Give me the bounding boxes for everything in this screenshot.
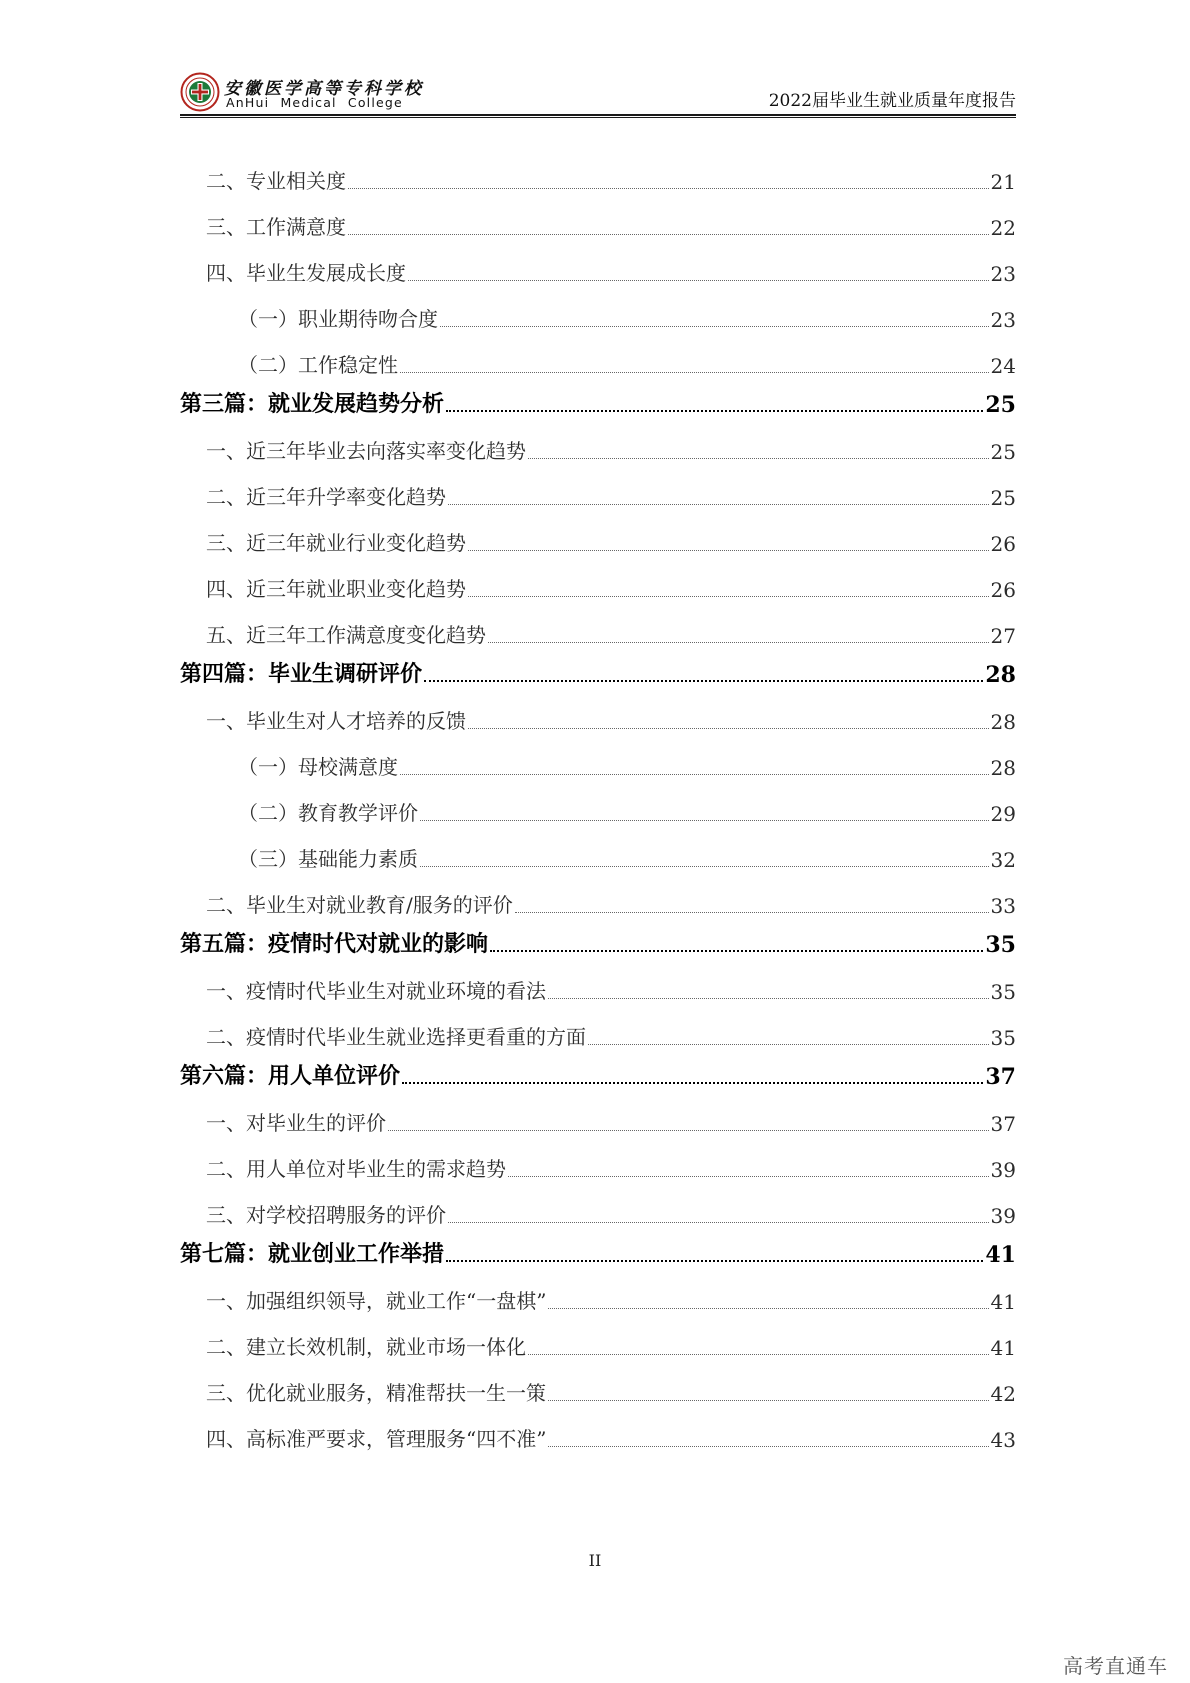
toc-entry-label: 二、用人单位对毕业生的需求趋势	[206, 1157, 506, 1181]
toc-entry-page: 37	[985, 1064, 1016, 1090]
toc-entry-label: 一、毕业生对人才培养的反馈	[206, 709, 466, 733]
toc-entry-page: 28	[990, 756, 1016, 780]
school-name-en: AnHui Medical College	[226, 95, 403, 110]
toc-entry-page: 26	[990, 578, 1016, 602]
toc-entry-page: 27	[990, 624, 1016, 648]
dot-leader	[448, 1222, 989, 1223]
toc-entry-page: 39	[990, 1204, 1016, 1228]
toc-entry-label: 第七篇：就业创业工作举措	[180, 1242, 445, 1267]
watermark: 高考直通车	[1063, 1654, 1168, 1678]
toc-entry[interactable]	[180, 1314, 1016, 1360]
toc-entry-page: 37	[990, 1112, 1016, 1136]
dot-leader	[402, 1082, 983, 1084]
toc-entry-label: 三、工作满意度	[206, 215, 346, 239]
toc-entry[interactable]	[180, 240, 1016, 286]
school-name-cn: 安徽医学高等专科学校	[224, 79, 424, 99]
toc-entry-label: 二、近三年升学率变化趋势	[206, 485, 446, 509]
toc-entry-page: 41	[990, 1336, 1016, 1360]
toc-entry-page: 42	[990, 1382, 1016, 1406]
toc-entry-page: 26	[990, 532, 1016, 556]
toc-entry[interactable]	[180, 1136, 1016, 1182]
toc-entry[interactable]	[180, 418, 1016, 464]
table-of-contents	[180, 148, 1016, 1452]
dot-leader	[420, 866, 989, 867]
dot-leader	[388, 1130, 989, 1131]
toc-part-heading[interactable]	[180, 378, 1016, 418]
toc-entry[interactable]	[180, 148, 1016, 194]
toc-entry[interactable]	[180, 780, 1016, 826]
toc-entry[interactable]	[180, 332, 1016, 378]
dot-leader	[448, 504, 989, 505]
dot-leader	[468, 596, 989, 597]
toc-entry-label: 一、对毕业生的评价	[206, 1111, 386, 1135]
toc-entry-page: 41	[985, 1242, 1016, 1268]
dot-leader	[488, 642, 989, 643]
toc-entry-label: （一）职业期待吻合度	[238, 307, 438, 331]
toc-entry[interactable]	[180, 194, 1016, 240]
toc-entry[interactable]	[180, 464, 1016, 510]
toc-entry-label: 二、建立长效机制，就业市场一体化	[206, 1335, 526, 1359]
report-title: 2022届毕业生就业质量年度报告	[768, 91, 1016, 111]
dot-leader	[348, 234, 989, 235]
toc-entry-label: 一、疫情时代毕业生对就业环境的看法	[206, 979, 546, 1003]
dot-leader	[528, 458, 989, 459]
toc-entry-page: 33	[990, 894, 1016, 918]
toc-entry[interactable]	[180, 510, 1016, 556]
dot-leader	[548, 1308, 988, 1309]
dot-leader	[508, 1176, 989, 1177]
dot-leader	[588, 1044, 989, 1045]
toc-entry-page: 39	[990, 1158, 1016, 1182]
toc-entry-label: （一）母校满意度	[238, 755, 398, 779]
dot-leader	[548, 1446, 988, 1447]
toc-entry-page: 21	[990, 170, 1016, 194]
toc-entry-page: 22	[990, 216, 1016, 240]
toc-part-heading[interactable]	[180, 918, 1016, 958]
toc-entry-page: 25	[990, 486, 1016, 510]
dot-leader	[548, 998, 989, 999]
toc-entry-label: 二、专业相关度	[206, 169, 346, 193]
toc-entry-page: 32	[990, 848, 1016, 872]
page-header	[180, 72, 1016, 114]
dot-leader	[490, 950, 983, 952]
toc-entry-page: 23	[990, 308, 1016, 332]
toc-entry-page: 43	[990, 1428, 1016, 1452]
dot-leader	[468, 550, 989, 551]
toc-entry-label: 五、近三年工作满意度变化趋势	[206, 623, 486, 647]
toc-entry-label: （二）教育教学评价	[238, 801, 418, 825]
toc-entry[interactable]	[180, 286, 1016, 332]
toc-entry-page: 23	[990, 262, 1016, 286]
toc-entry-page: 29	[990, 802, 1016, 826]
toc-entry[interactable]	[180, 734, 1016, 780]
toc-entry[interactable]	[180, 958, 1016, 1004]
dot-leader	[348, 188, 989, 189]
toc-part-heading[interactable]	[180, 648, 1016, 688]
toc-entry-label: 第五篇：疫情时代对就业的影响	[180, 932, 489, 957]
toc-part-heading[interactable]	[180, 1228, 1016, 1268]
toc-entry[interactable]	[180, 602, 1016, 648]
toc-entry-label: 四、毕业生发展成长度	[206, 261, 406, 285]
toc-entry-page: 35	[985, 932, 1016, 958]
dot-leader	[515, 912, 989, 913]
toc-entry[interactable]	[180, 1004, 1016, 1050]
toc-entry-page: 28	[990, 710, 1016, 734]
header-divider	[180, 114, 1016, 118]
toc-entry-label: 三、对学校招聘服务的评价	[206, 1203, 446, 1227]
toc-entry-page: 41	[990, 1290, 1016, 1314]
dot-leader	[400, 372, 989, 373]
toc-entry-label: 二、疫情时代毕业生就业选择更看重的方面	[206, 1025, 586, 1049]
dot-leader	[446, 410, 983, 412]
toc-entry-page: 28	[985, 662, 1016, 688]
dot-leader	[408, 280, 989, 281]
toc-entry-label: （三）基础能力素质	[238, 847, 418, 871]
toc-entry-label: 二、毕业生对就业教育/服务的评价	[206, 893, 513, 917]
toc-part-heading[interactable]	[180, 1050, 1016, 1090]
dot-leader	[440, 326, 989, 327]
toc-entry-page: 35	[990, 1026, 1016, 1050]
toc-entry[interactable]	[180, 1090, 1016, 1136]
toc-entry[interactable]	[180, 1406, 1016, 1452]
dot-leader	[446, 1260, 983, 1262]
toc-entry-label: 一、近三年毕业去向落实率变化趋势	[206, 439, 526, 463]
toc-entry[interactable]	[180, 556, 1016, 602]
toc-entry-label: 一、加强组织领导，就业工作“一盘棋”	[206, 1289, 547, 1313]
dot-leader	[420, 820, 989, 821]
dot-leader	[424, 680, 983, 682]
dot-leader	[468, 728, 989, 729]
toc-entry[interactable]	[180, 1182, 1016, 1228]
toc-entry-label: 四、高标准严要求，管理服务“四不准”	[206, 1427, 547, 1451]
toc-entry-page: 25	[990, 440, 1016, 464]
toc-entry-label: 三、优化就业服务，精准帮扶一生一策	[206, 1381, 546, 1405]
toc-entry-label: 四、近三年就业职业变化趋势	[206, 577, 466, 601]
toc-entry[interactable]	[180, 1268, 1016, 1314]
toc-entry-label: （二）工作稳定性	[238, 353, 398, 377]
page-number: II	[588, 1551, 602, 1570]
toc-entry-label: 第四篇：毕业生调研评价	[180, 662, 423, 687]
toc-entry-page: 25	[985, 392, 1016, 418]
dot-leader	[528, 1354, 989, 1355]
toc-entry-label: 第三篇：就业发展趋势分析	[180, 392, 445, 417]
toc-entry-label: 第六篇：用人单位评价	[180, 1064, 401, 1089]
school-logo-icon	[180, 72, 220, 112]
toc-entry-label: 三、近三年就业行业变化趋势	[206, 531, 466, 555]
toc-entry[interactable]	[180, 872, 1016, 918]
toc-entry[interactable]	[180, 1360, 1016, 1406]
toc-entry[interactable]	[180, 826, 1016, 872]
toc-entry-page: 24	[990, 354, 1016, 378]
toc-entry-page: 35	[990, 980, 1016, 1004]
toc-entry[interactable]	[180, 688, 1016, 734]
dot-leader	[548, 1400, 989, 1401]
dot-leader	[400, 774, 989, 775]
